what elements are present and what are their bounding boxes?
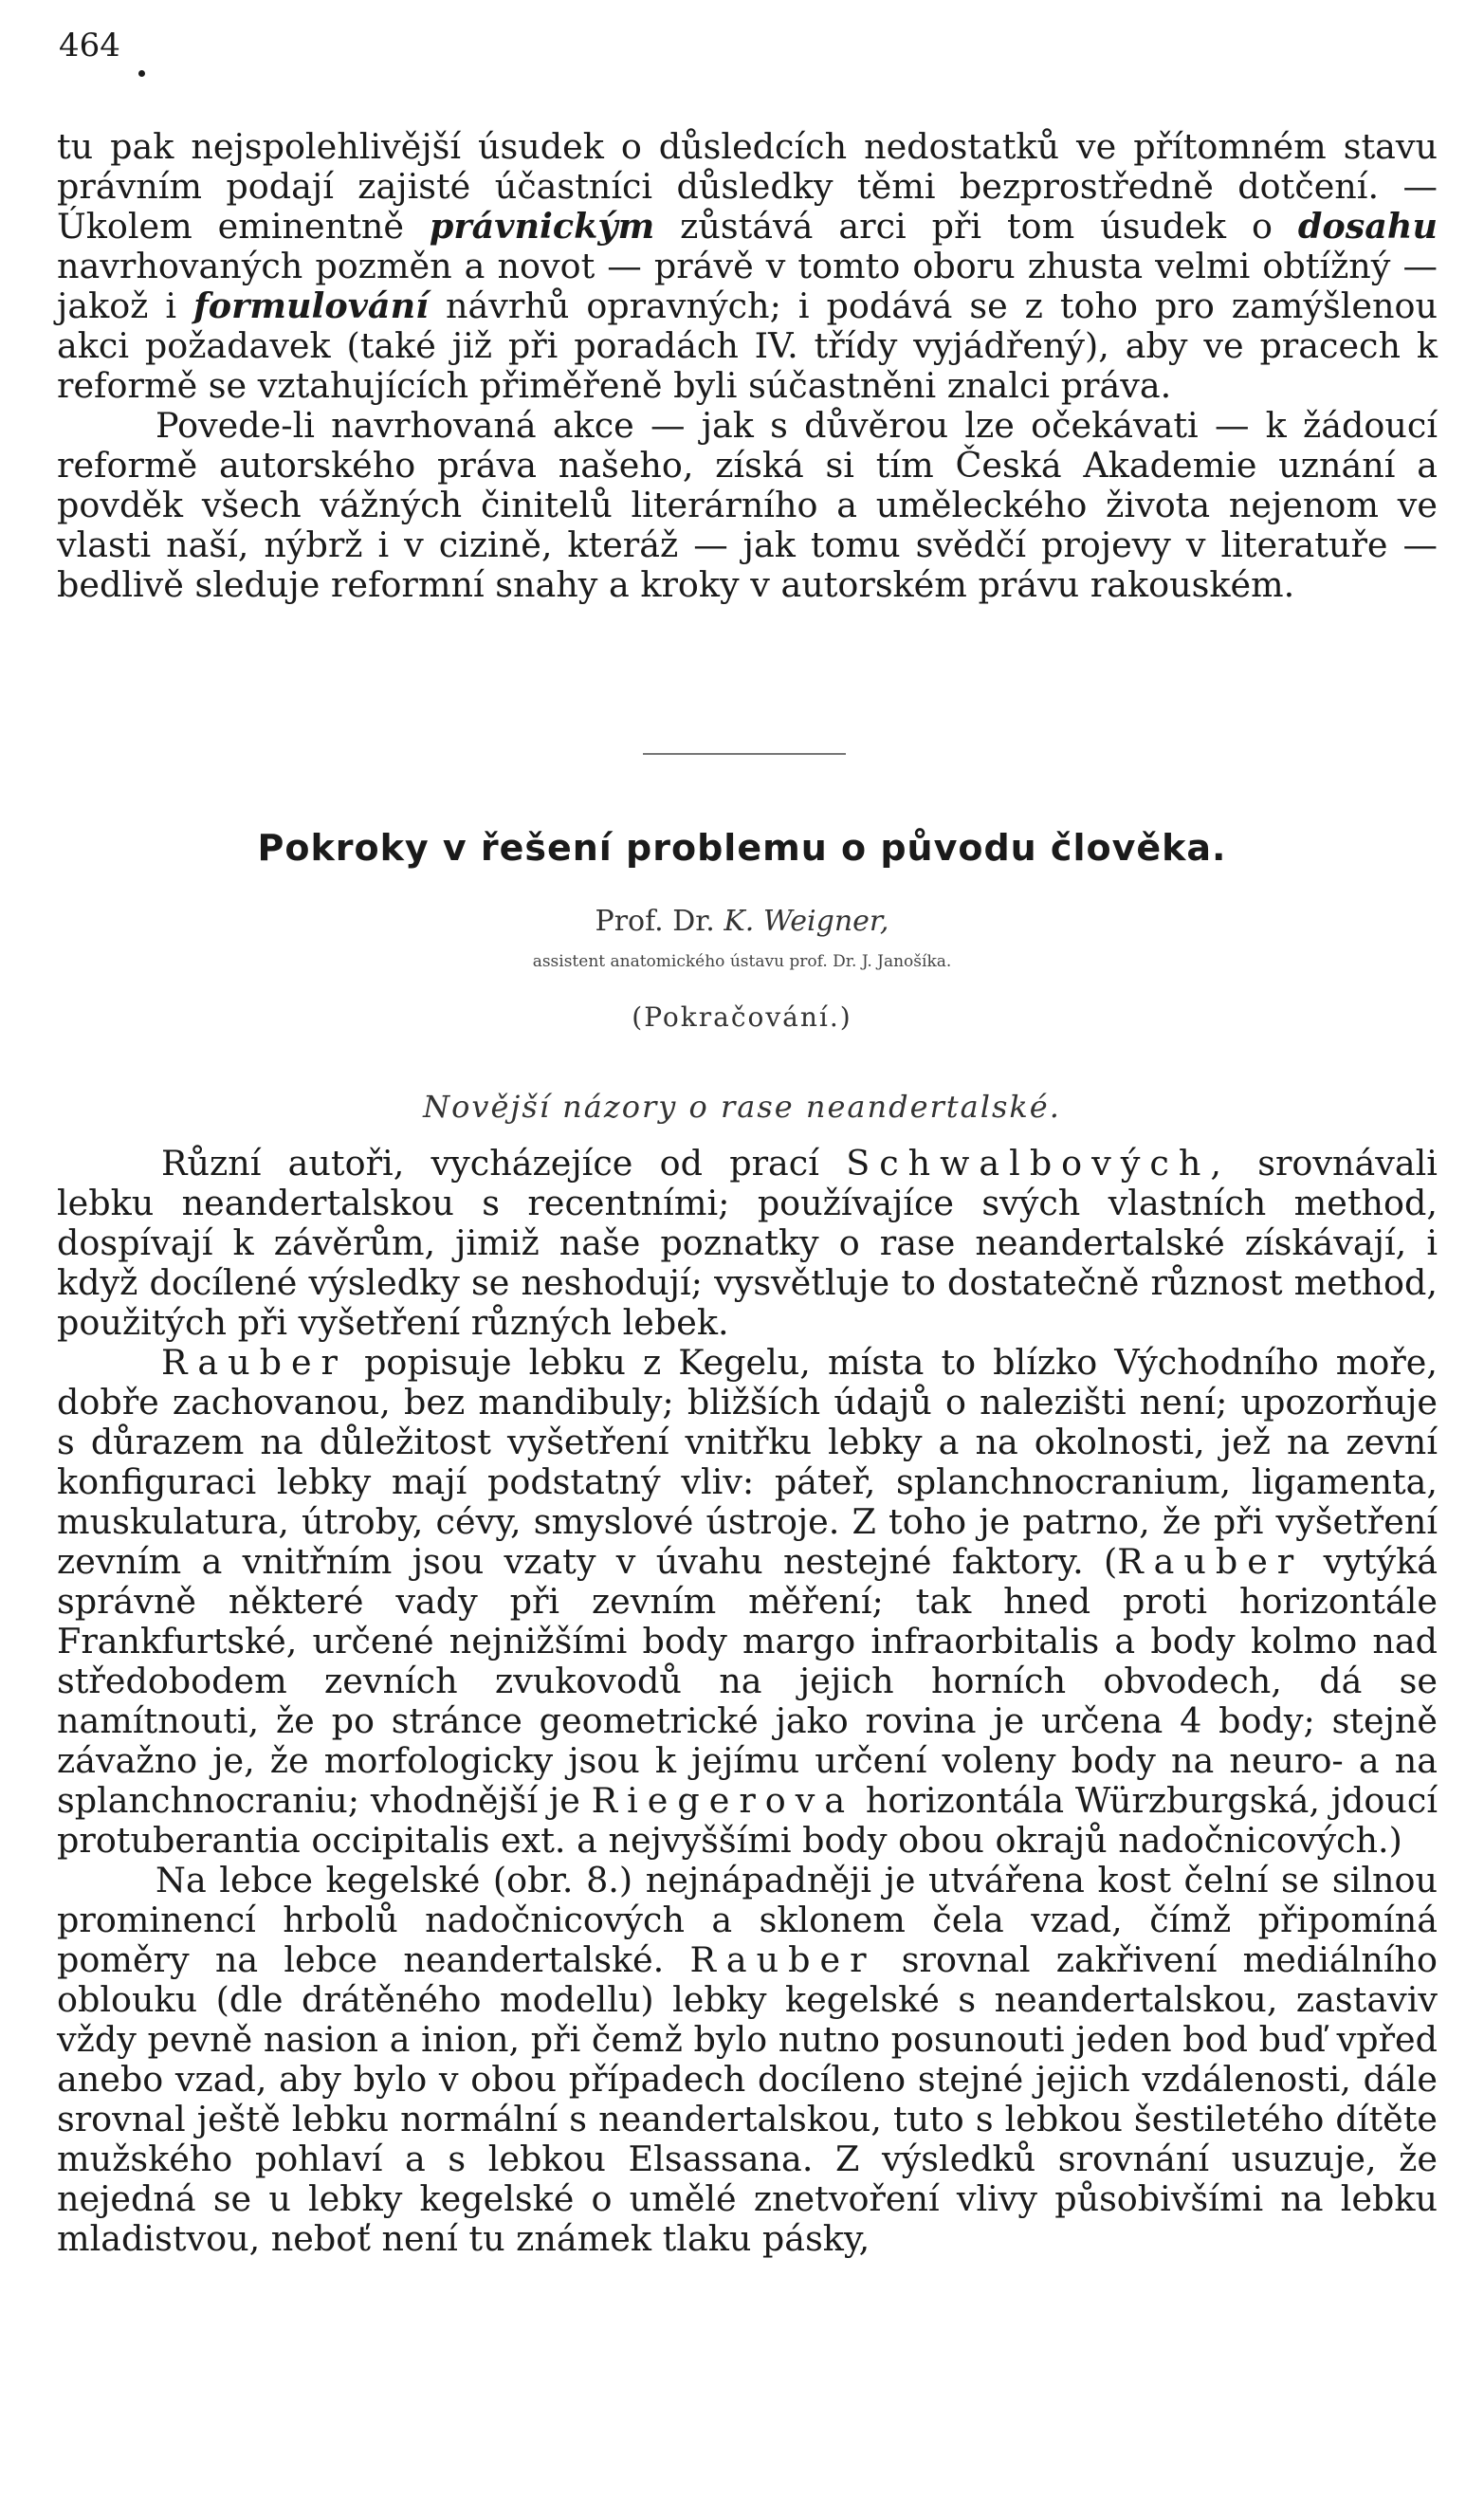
article-paragraph-3 (57, 1861, 1438, 2259)
intro-text (57, 127, 1438, 605)
emphasis-dosahu: dosahu (1297, 206, 1438, 247)
continuation-note: (Pokračování.) (632, 1001, 852, 1033)
author-name-rauber: Rauber (689, 1939, 876, 1980)
text-run: Různí autoři, vycházejíce od prací (161, 1143, 847, 1184)
author-name-rauber: Rauber (1117, 1541, 1304, 1582)
text-run: tu pak nejspolehlivější úsudek o důsledcích nedostatků ve přítomném stavu právním podají zajisté účastníci důsledky těmi bezprostředně dotčení. — Úkolem eminentně (57, 126, 1438, 247)
intro-paragraph-1 (57, 127, 1438, 406)
intro-paragraph-2: Povede-li navrhovaná akce — jak s důvěrou lze očekávati — k žádoucí reformě autorského práva našeho, získá si tím Česká Akademie uznání a povděk všech vážných činitelů literárního a uměleckého života nejenom ve vlasti naší, nýbrž i v cizině, kteráž — jak tomu svědčí projevy v literatuře — bedlivě sleduje reformní snahy a kroky v autorském právu rakouském. (57, 405, 1438, 605)
author-name-rauber: Rauber (161, 1342, 348, 1383)
author-name-schwalbe: Schwalbových, (846, 1143, 1231, 1184)
article-paragraph-2 (57, 1343, 1438, 1861)
page-number: 464 (59, 27, 120, 64)
dot-mark (138, 70, 145, 77)
text-run: Na lebce kegelské (obr. 8.) nejnápadněji je utvářena kost čelní se silnou prominencí hrbolů nadočnicových a sklonem čela vzad, čímž připomíná poměry na lebce neandertalské. (57, 1860, 1438, 1980)
text-run: horizontála Würzburgská, jdoucí protuberantia occipitalis ext. a nejvyššími body obou okrajů nadočnicových.) (57, 1780, 1438, 1861)
article-title: Pokroky v řešení problemu o původu člověka. (257, 827, 1227, 869)
author-line (0, 905, 1484, 938)
emphasis-pravnickym: právnickým (429, 206, 655, 247)
article-paragraph-1 (57, 1144, 1438, 1343)
text-run: srovnávali lebku neandertalskou s recentními; používajíce svých vlastních method, dospívají k závěrům, jimiž naše poznatky o rase neandertalské získávají, i když docílené výsledky se neshodují; vysvětluje to dostatečně různost method, použitých při vyšetření různých lebek. (57, 1143, 1438, 1343)
text-run: navrhovaných pozměn a novot — právě v tomto oboru zhusta velmi obtížný — jakož i (57, 246, 1438, 326)
text-run: zůstává arci při tom úsudek o (654, 206, 1298, 247)
section-heading: Novější názory o rase neandertalské. (423, 1089, 1061, 1125)
text-run: srovnal zakřivení mediálního oblouku (dle drátěného modellu) lebky kegelské s neandertalskou, zastaviv vždy pevně nasion a inion, při čemž bylo nutno posunouti jeden bod buď vpřed anebo vzad, aby bylo v obou případech docíleno stejné jejich vzdálenosti, dále srovnal ještě lebku normální s neandertalskou, tuto s lebkou šestiletého dítěte mužského pohlaví a s lebkou Elsassana. Z výsledků srovnání usuzuje, že nejedná se u lebky kegelské o umělé znetvoření vlivy působivšími na lebku mladistvou, neboť není tu známek tlaku pásky, (57, 1939, 1438, 2259)
separator-rule (643, 753, 846, 755)
emphasis-formulovani: formulování (193, 285, 429, 326)
author-name-rieger: Riegerova (591, 1780, 855, 1821)
text-run: popisuje lebku z Kegelu, místa to blízko Východního moře, dobře zachovanou, bez mandibuly; bližších údajů o nalezišti není; upozorňuje s důrazem na důležitost vyšetření vnitřku lebky a na okolnosti, jež na zevní konfiguraci lebky mají podstatný vliv: páteř, splanchnocranium, ligamenta, muskulatura, útroby, cévy, smyslové ústroje. Z toho je patrno, že při vyšetření zevním a vnitřním jsou vzaty v úvahu nestejné faktory. ( (57, 1342, 1438, 1582)
article-body (57, 1144, 1438, 2259)
author-prefix: Prof. Dr. (595, 905, 724, 938)
author-name: K. Weigner, (724, 905, 889, 938)
text-run: návrhů opravných; i podává se z toho pro zamýšlenou akci požadavek (také již při poradách IV. třídy vyjádřený), aby ve pracech k reformě se vztahujících přiměřeně byli súčastněni znalci práva. (57, 285, 1438, 406)
text-run: vytýká správně některé vady při zevním měření; tak hned proti horizontále Frankfurtské, určené nejnižšími body margo infraorbitalis a body kolmo nad středobodem zevních zvukovodů na jejich horních obvodech, dá se namítnouti, že po stránce geometrické jako rovina je určena 4 body; stejně závažno je, že morfologicky jsou k jejímu určení voleny body na neuro- a na splanchnocraniu; vhodnější je (57, 1541, 1438, 1821)
author-affiliation: assistent anatomického ústavu prof. Dr. J. Janošíka. (532, 952, 952, 971)
